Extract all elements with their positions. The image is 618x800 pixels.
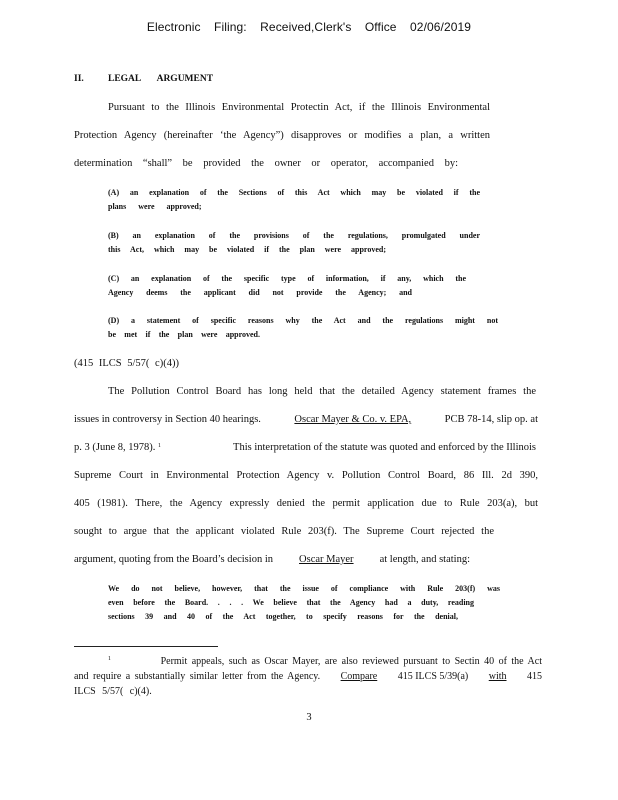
paragraph-line: Pursuant to the Illinois Environmental Protectin Act, if the Illinois Environmental xyxy=(108,102,490,113)
case-citation: Oscar Mayer xyxy=(299,554,354,565)
paragraph-line: The Pollution Control Board has long held that the detailed Agency statement frames the xyxy=(108,386,536,397)
list-item-line: (D) a statement of specific reasons why the Act and the regulations might not xyxy=(108,316,498,325)
footnote-reference[interactable]: 1 xyxy=(158,443,161,449)
text-run: at length, and stating: xyxy=(379,554,470,565)
paragraph-line: 405 (1981). There, the Agency expressly denied the permit application due to Rule 203(a), but xyxy=(74,498,538,509)
list-item-line: (A) an explanation of the Sections of this Act which may be violated if the xyxy=(108,188,480,197)
paragraph-line: sought to argue that the applicant violated Rule 203(f). The Supreme Court rejected the xyxy=(74,526,494,537)
paragraph-line xyxy=(74,554,470,565)
paragraph-line: determination “shall” be provided the owner or operator, accompanied by: xyxy=(74,158,458,169)
page-number: 3 xyxy=(306,712,312,723)
list-item-line: (B) an explanation of the provisions of the regulations, promulgated under xyxy=(108,231,480,240)
list-item-line: this Act, which may be violated if the plan were approved; xyxy=(108,245,386,254)
text-run: Permit appeals, such as Oscar Mayer, are also reviewed pursuant to Sectin 40 of the Act xyxy=(160,656,542,667)
list-item-line: Agency deems the applicant did not provide the Agency; and xyxy=(108,288,412,297)
statutory-citation: (415 ILCS 5/57( c)(4)) xyxy=(74,358,179,369)
text-run: p. 3 (June 8, 1978). xyxy=(74,442,156,453)
list-item-line: (C) an explanation of the specific type of information, if any, which the xyxy=(108,274,466,283)
block-quote-line: sections 39 and 40 of the Act together, to specify reasons for the denial, xyxy=(108,612,458,621)
paragraph-line: Supreme Court in Environmental Protection Agency v. Pollution Control Board, 86 Ill. 2d 390, xyxy=(74,470,538,481)
text-run: argument, quoting from the Board’s decision in xyxy=(74,554,273,565)
filing-stamp-header: Electronic Filing: Received,Clerk's Office 02/06/2019 xyxy=(146,20,472,34)
block-quote-line: We do not believe, however, that the issue of compliance with Rule 203(f) was xyxy=(108,584,500,593)
section-number: II. xyxy=(74,74,84,84)
case-citation: Oscar Mayer & Co. v. EPA, xyxy=(294,414,412,425)
footnote-line xyxy=(74,671,542,682)
signal-word: with xyxy=(488,671,507,682)
list-item-line: plans were approved; xyxy=(108,202,202,211)
list-item-line: be met if the plan were approved. xyxy=(108,330,260,339)
text-run: and require a substantially similar letter from the Agency. xyxy=(74,671,321,682)
block-quote-line: even before the Board. . . . We believe that the Agency had a duty, reading xyxy=(108,598,474,607)
footnote-mark: 1 xyxy=(108,656,111,662)
footnote-line: ILCS 5/57( c)(4). xyxy=(74,686,152,697)
paragraph-line xyxy=(74,442,536,453)
text-run: PCB 78-14, slip op. at xyxy=(444,414,538,425)
text-run: 415 ILCS 5/39(a) xyxy=(397,671,469,682)
section-heading xyxy=(74,74,213,84)
signal-word: Compare xyxy=(340,671,378,682)
paragraph-line: Protection Agency (hereinafter ‘the Agency”) disapproves or modifies a plan, a written xyxy=(74,130,490,141)
footnote-line xyxy=(108,656,542,667)
paragraph-line xyxy=(74,414,538,425)
text-run: This interpretation of the statute was quoted and enforced by the Illinois xyxy=(233,442,536,453)
section-title: LEGAL ARGUMENT xyxy=(108,74,214,84)
footnote-separator xyxy=(74,646,218,647)
text-run: 415 xyxy=(526,671,542,682)
text-run: issues in controversy in Section 40 hearings. xyxy=(74,414,261,425)
